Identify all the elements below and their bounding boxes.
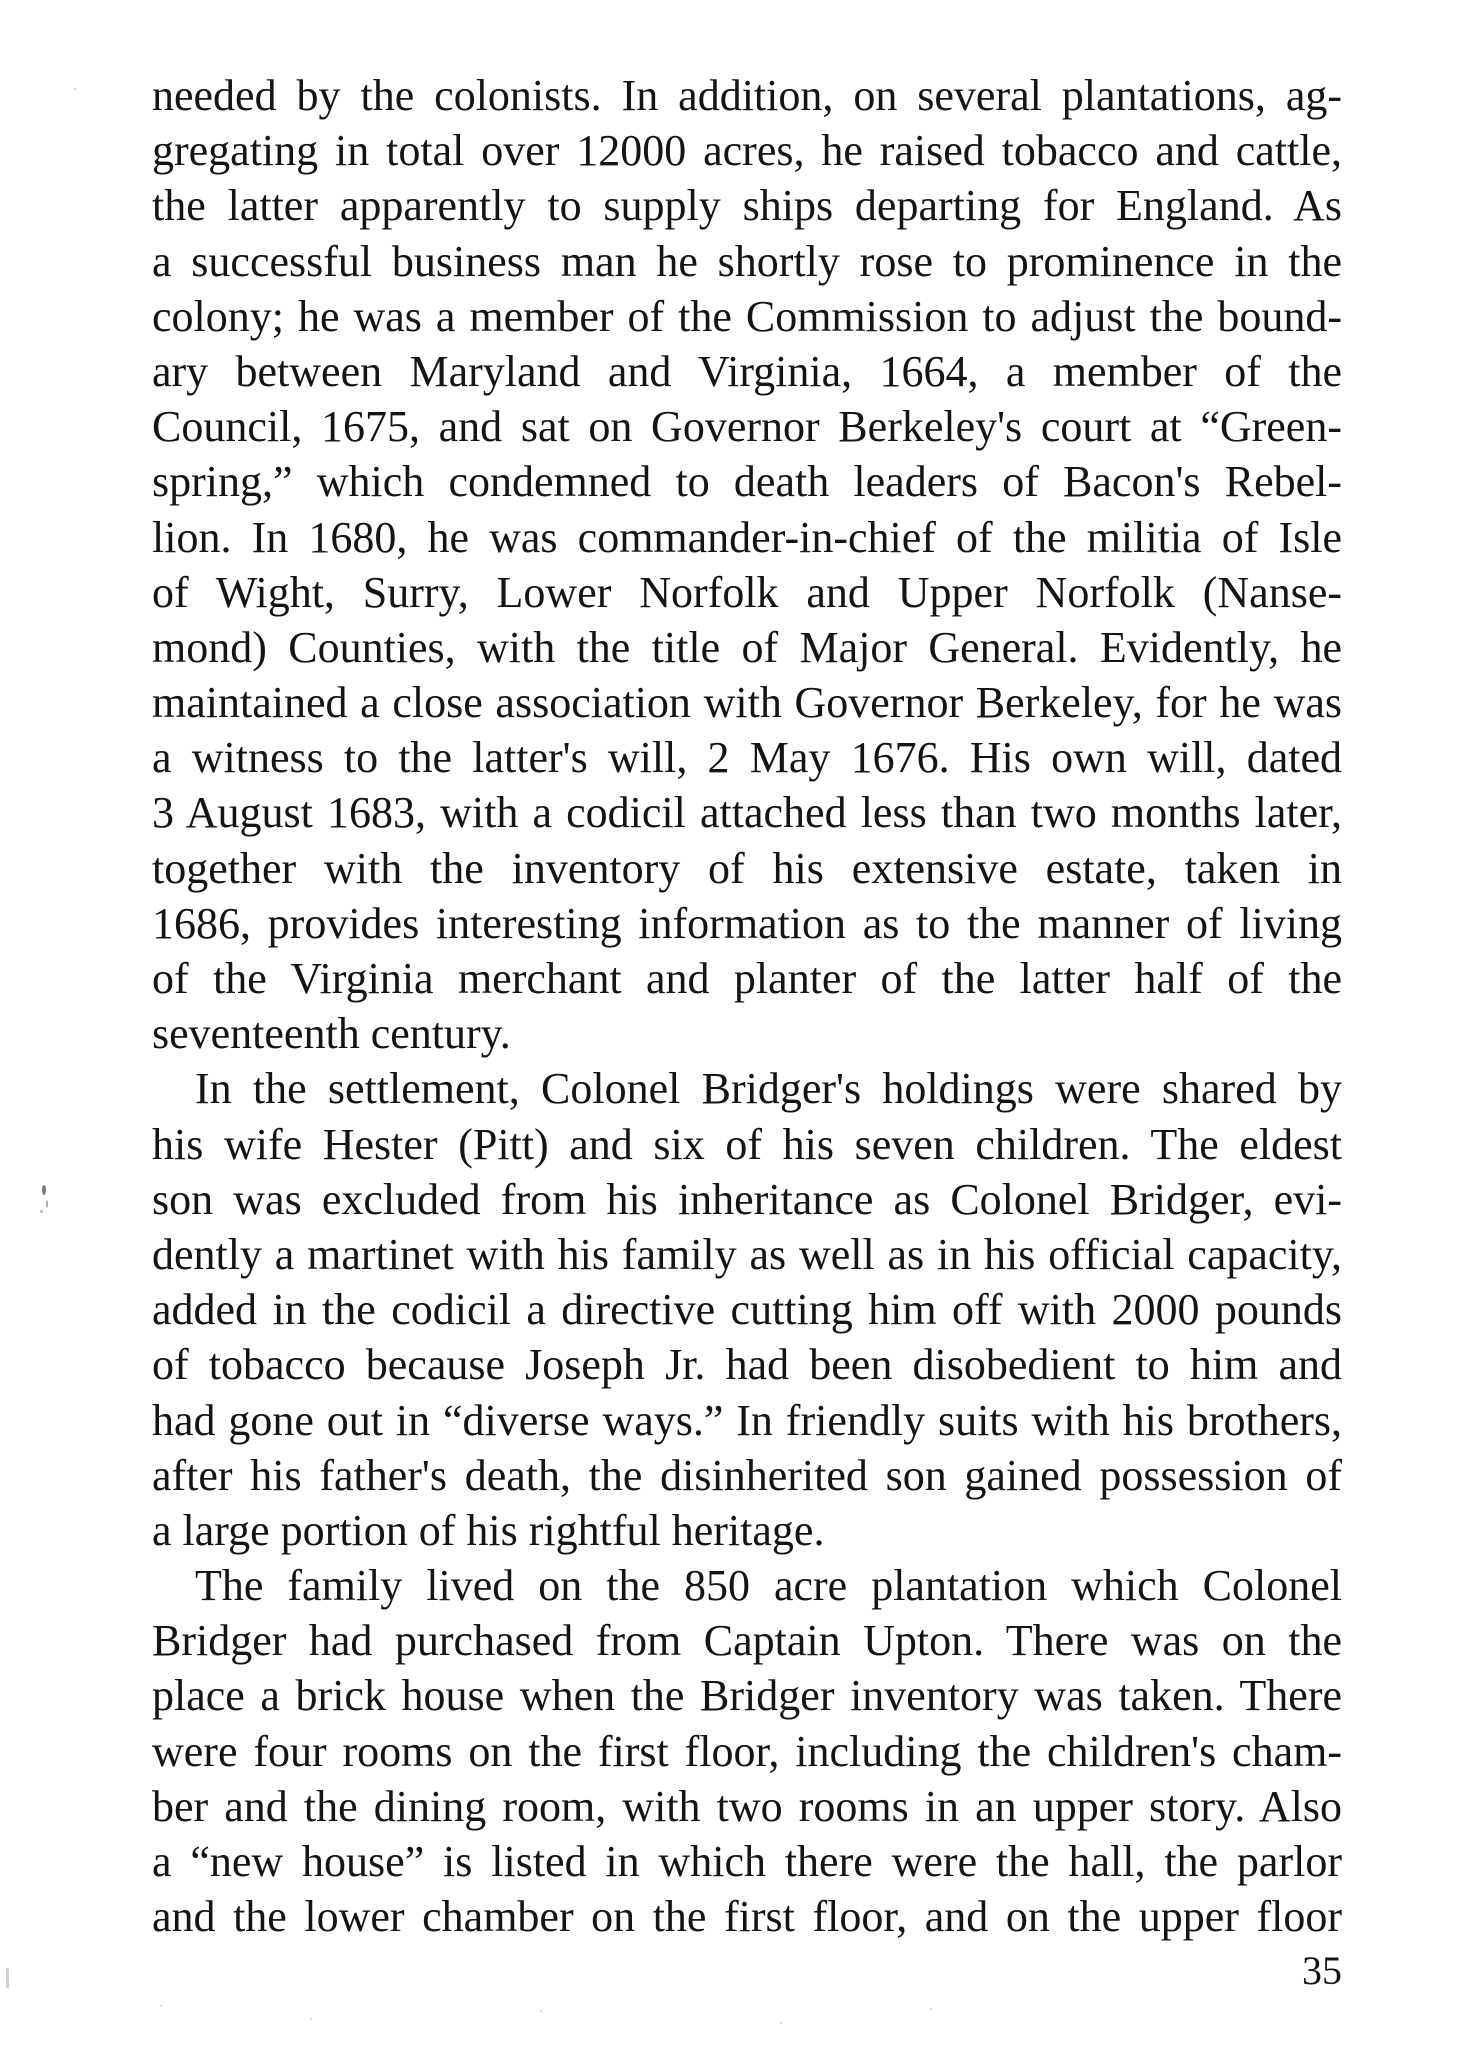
text-line: seventeenth century. (152, 1009, 511, 1059)
text-line: 3 August 1683, with a codicil attached less than two months later, (152, 788, 1342, 838)
text-line: In the settlement, Colonel Bridger's holdings were shared by (195, 1064, 1342, 1114)
text-line: 1686, provides interesting information as to the manner of living (152, 898, 1342, 948)
text-line: mond) Counties, with the title of Major General. Evidently, he (152, 622, 1342, 672)
text-line: son was excluded from his inheritance as Colonel Bridger, evi- (152, 1174, 1342, 1224)
scan-speck (310, 2018, 312, 2020)
text-line: the latter apparently to supply ships departing for England. As (152, 181, 1342, 231)
text-line: lion. In 1680, he was commander-in-chief of the militia of Isle (152, 512, 1342, 562)
scan-speck (74, 88, 76, 90)
text-line: his wife Hester (Pitt) and six of his seven children. The eldest (152, 1119, 1342, 1169)
scan-speck (40, 1210, 43, 1213)
text-line: maintained a close association with Governor Berkeley, for he was (152, 678, 1342, 728)
text-line: a witness to the latter's will, 2 May 1676. His own will, dated (152, 733, 1342, 783)
scan-speck (930, 2008, 932, 2010)
text-line: ary between Maryland and Virginia, 1664, a member of the (152, 346, 1342, 396)
text-line: a large portion of his rightful heritage. (152, 1505, 825, 1555)
text-line: colony; he was a member of the Commission to adjust the bound- (152, 291, 1342, 341)
text-line: of Wight, Surry, Lower Norfolk and Upper Norfolk (Nanse- (152, 567, 1342, 617)
scan-speck (160, 2005, 162, 2007)
text-line: dently a martinet with his family as well as in his official capacity, (152, 1229, 1342, 1279)
text-line: had gone out in “diverse ways.” In friendly suits with his brothers, (152, 1395, 1342, 1445)
scan-speck (6, 1968, 9, 1988)
scan-speck (540, 2010, 542, 2012)
scan-speck (780, 2022, 782, 2024)
text-line: after his father's death, the disinherited son gained possession of (152, 1450, 1342, 1500)
text-line: needed by the colonists. In addition, on several plantations, ag- (152, 71, 1342, 120)
text-line: gregating in total over 12000 acres, he raised tobacco and cattle, (152, 126, 1342, 176)
body-text (152, 68, 1342, 1944)
page-number: 35 (1302, 1948, 1342, 1993)
text-line: of tobacco because Joseph Jr. had been disobedient to him and (152, 1340, 1342, 1390)
text-line: ber and the dining room, with two rooms in an upper story. Also (152, 1781, 1342, 1831)
text-line: were four rooms on the first floor, including the children's cham- (152, 1726, 1342, 1776)
text-line: added in the codicil a directive cutting him off with 2000 pounds (152, 1285, 1342, 1335)
text-line: a successful business man he shortly rose to prominence in the (152, 236, 1342, 286)
text-line: place a brick house when the Bridger inventory was taken. There (152, 1671, 1342, 1721)
scan-speck (42, 1185, 46, 1195)
text-line: Council, 1675, and sat on Governor Berkeley's court at “Green- (152, 402, 1342, 452)
text-line: The family lived on the 850 acre plantation which Colonel (195, 1561, 1342, 1611)
text-line: and the lower chamber on the first floor, and on the upper floor (152, 1892, 1342, 1942)
text-line: together with the inventory of his extensive estate, taken in (152, 843, 1342, 893)
text-line: Bridger had purchased from Captain Upton. There was on the (152, 1616, 1342, 1666)
scan-speck (46, 1200, 48, 1208)
text-line: spring,” which condemned to death leaders of Bacon's Rebel- (152, 457, 1342, 507)
text-line: of the Virginia merchant and planter of the latter half of the (152, 954, 1342, 1003)
text-line: a “new house” is listed in which there were the hall, the parlor (152, 1837, 1342, 1886)
